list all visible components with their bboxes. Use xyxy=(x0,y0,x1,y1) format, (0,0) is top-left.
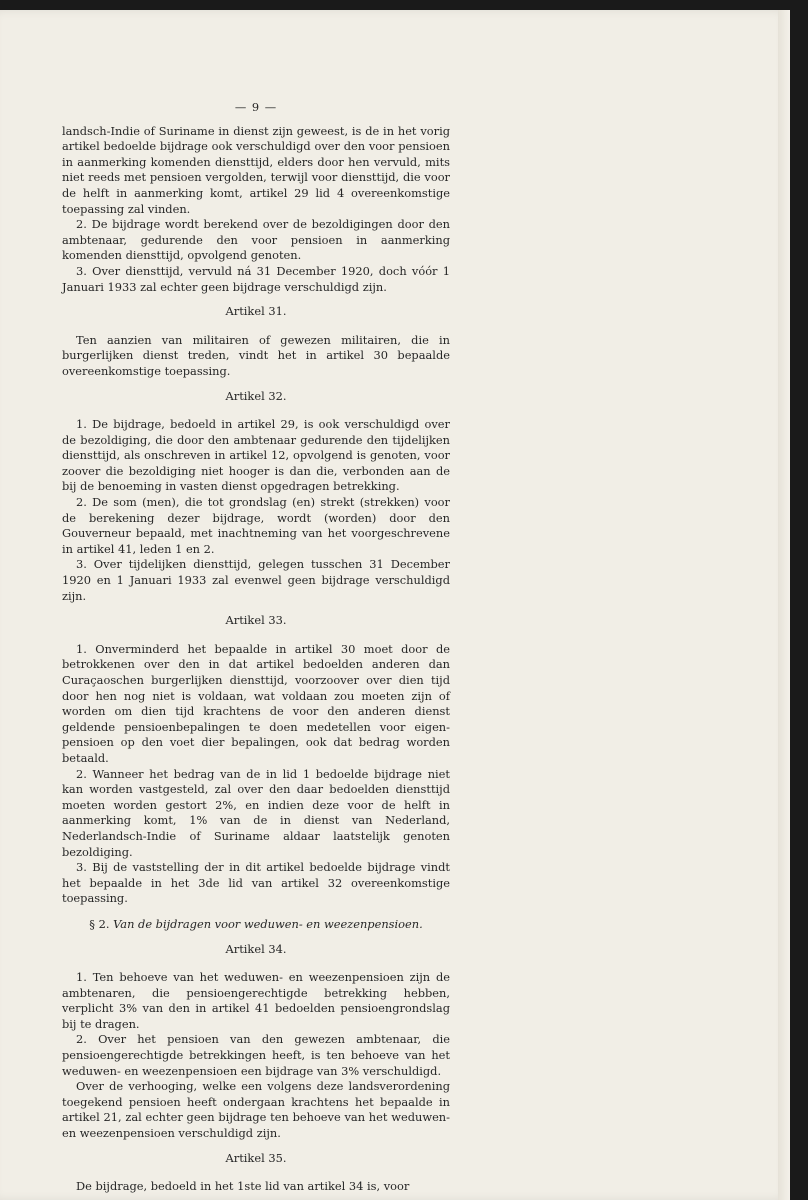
art34-paragraph-1: 1. Ten behoeve van het weduwen- en weezenpensioen zijn de ambtenaren, die pensioengerechtigde betrekking hebben, verplicht 3% van den in artikel 41 bedoelden pensioengrondslag bij te dragen. xyxy=(62,970,450,1031)
heading-artikel-35: Artikel 35. xyxy=(225,1150,287,1165)
paragraph-a1: 2. De bijdrage wordt berekend over de bezoldigingen door den ambtenaar, gedurende den voor pensioen in aanmerking komenden diensttijd, opvolgend genoten. xyxy=(62,217,450,263)
section-title: Van de bijdragen voor weduwen- en weezenpensioen. xyxy=(113,916,423,931)
art32-paragraph-1: 1. De bijdrage, bedoeld in artikel 29, is ook verschuldigd over de bezoldiging, die door den ambtenaar gedurende den tijdelijken diensttijd, als onschreven in artikel 12, opvolgend is genoten, voor zoover die bezoldiging niet hooger is dan die, verbonden aan de bij de benoeming in vasten dienst opgedragen betrekking. xyxy=(62,417,450,494)
art34-paragraph-2: 2. Over het pensioen van den gewezen ambtenaar, die pensioengerechtigde betrekkingen heeft, is ten behoeve van het weduwen- en weezenpensioen een bijdrage van 3% verschuldigd. xyxy=(62,1032,450,1078)
page-edge xyxy=(778,10,790,1200)
art33-paragraph-1: 1. Onverminderd het bepaalde in artikel 30 moet door de betrokkenen over den in dat artikel bedoelden anderen dan Curaçaoschen burgerlijken diensttijd, voorzoover over dien tijd door hen nog niet is voldaan, wat voldaan zou moeten zijn of worden om dien tijd krachtens de voor den anderen dienst geldende pensioenbepalingen te doen medetellen voor eigen-pensioen op den voet dier bepalingen, ook dat bedrag worden betaald. xyxy=(62,641,450,765)
heading-artikel-32: Artikel 32. xyxy=(225,388,287,403)
art33-paragraph-2: 2. Wanneer het bedrag van de in lid 1 bedoelde bijdrage niet kan worden vastgesteld, zal over den daar bedoelden diensttijd moeten worden gestort 2%, en indien deze voor de helft in aanmerking komt, 1% van de in dienst van Nederland, Nederlandsch-Indie of Suriname aldaar laatstelijk genoten bezoldiging. xyxy=(62,766,450,859)
heading-artikel-34: Artikel 34. xyxy=(225,941,287,956)
page-number: — 9 — xyxy=(234,100,278,114)
heading-artikel-31: Artikel 31. xyxy=(225,304,287,319)
art33-paragraph-3: 3. Bij de vaststelling der in dit artikel bedoelde bijdrage vindt het bepaalde in het 3de lid van artikel 32 overeenkomstige toepassing. xyxy=(62,860,450,906)
section-number: § 2. xyxy=(89,916,110,931)
art32-paragraph-2: 2. De som (men), die tot grondslag (en) strekt (strekken) voor de berekening dezer bijdrage, wordt (worden) door den Gouverneur bepaald, met inachtneming van het voorgeschrevene in artikel 41, leden 1 en 2. xyxy=(62,495,450,556)
art31-paragraph-1: Ten aanzien van militairen of gewezen militairen, die in burgerlijken dienst treden, vindt het in artikel 30 bepaalde overeenkomstige toepassing. xyxy=(62,332,450,378)
art35-paragraph-1: De bijdrage, bedoeld in het 1ste lid van artikel 34 is, voor xyxy=(76,1179,410,1194)
section-heading xyxy=(62,917,450,933)
document-body xyxy=(62,100,450,1195)
paragraph-a2: 3. Over diensttijd, vervuld ná 31 December 1920, doch vóór 1 Januari 1933 zal echter geen bijdrage verschuldigd zijn. xyxy=(62,263,450,294)
paragraph-a0: landsch-Indie of Suriname in dienst zijn geweest, is de in het vorig artikel bedoelde bijdrage ook verschuldigd over den voor pensioen in aanmerking komenden diensttijd, elders door hen vervuld, mits niet reeds met pensioen vergolden, terwijl voor diensttijd, die voor de helft in aanmerking komt, artikel 29 lid 4 overeenkomstige toepassing zal vinden. xyxy=(62,123,450,216)
heading-artikel-33: Artikel 33. xyxy=(225,613,287,628)
art34-paragraph-3: Over de verhooging, welke een volgens deze landsverordening toegekend pensioen heeft ondergaan krachtens het bepaalde in artikel 21, zal echter geen bijdrage ten behoeve van het weduwen- en weezenpensioen verschuldigd zijn. xyxy=(62,1079,450,1141)
art32-paragraph-3: 3. Over tijdelijken diensttijd, gelegen tusschen 31 December 1920 en 1 Januari 1933 zal evenwel geen bijdrage verschuldigd zijn. xyxy=(62,557,450,603)
